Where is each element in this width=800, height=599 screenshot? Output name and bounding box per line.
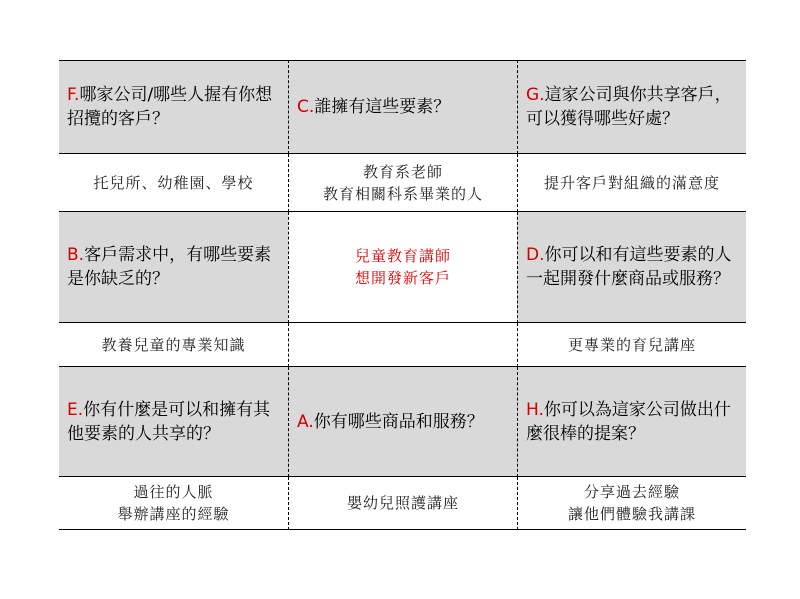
question-c-letter: C. [297,97,315,117]
question-e [67,398,280,446]
question-h-letter: H. [526,399,544,420]
question-a-letter: A. [297,411,314,432]
question-c-text: 誰擁有這些要素？ [314,97,451,117]
answer-c-line2: 教育相關科系畢業的人 [322,184,483,203]
question-g [526,83,738,131]
question-b-text: 客戶需求中，有哪些要素是你缺乏的？ [67,245,272,289]
question-g-cell [517,60,746,154]
answer-h-cell [517,477,746,530]
center-line2: 想開發新客戶 [354,269,451,287]
answer-b: 教養兒童的專業知識 [101,335,246,354]
question-b [67,243,280,291]
empty-middle-cell [288,323,517,367]
question-d [526,243,738,291]
question-h-text: 你可以為這家公司做出什麼很棒的提案？ [526,399,731,444]
question-e-text: 你有什麼是可以和擁有其他要素的人共享的？ [67,399,271,444]
question-d-cell [517,212,746,323]
answer-d-cell [517,323,746,367]
answer-a: 嬰幼兒照護講座 [346,494,459,512]
question-h [526,398,738,446]
question-f-letter: F. [67,85,80,105]
answer-b-cell [59,323,288,367]
answer-g-cell [517,154,746,212]
question-g-text: 這家公司與你共享客戶，可以獲得哪些好處？ [526,85,732,129]
question-d-letter: D. [526,245,545,265]
question-f [67,83,280,131]
answer-f: 托兒所、幼稚園、學校 [93,173,254,192]
question-a-cell [288,367,517,477]
answer-e-line2: 舉辦講座的經驗 [117,505,230,523]
answer-e-cell [59,477,288,530]
answer-f-cell [59,154,288,212]
answer-h [568,481,696,525]
question-f-cell [59,60,288,154]
answer-a-cell [288,477,517,530]
question-f-text: 哪家公司/哪些人握有你想招攬的客戶？ [67,85,273,129]
center-topic [355,245,451,289]
center-line1: 兒童教育講師 [354,247,451,265]
question-e-letter: E. [67,399,84,420]
answer-e-line1: 過往的人脈 [133,483,214,501]
answer-h-line2: 讓他們體驗我講課 [567,505,696,523]
answer-e [117,481,229,525]
answer-h-line1: 分享過去經驗 [583,483,680,501]
answer-c-line1: 教育系老師 [362,162,443,181]
question-a [297,410,484,434]
question-b-letter: B. [67,245,85,265]
center-cell [288,212,517,323]
question-e-cell [59,367,288,477]
question-c [297,95,450,119]
answer-c-cell [288,154,517,212]
answer-d: 更專業的育兒講座 [567,335,696,354]
question-h-cell [517,367,746,477]
answer-c [323,161,483,205]
idea-grid [59,60,746,530]
answer-g: 提升客戶對組織的滿意度 [543,173,720,192]
question-g-letter: G. [526,85,545,105]
question-d-text: 你可以和有這些要素的人一起開發什麼商品或服務？ [526,245,732,289]
question-a-text: 你有哪些商品和服務？ [313,411,484,432]
question-c-cell [288,60,517,154]
question-b-cell [59,212,288,323]
